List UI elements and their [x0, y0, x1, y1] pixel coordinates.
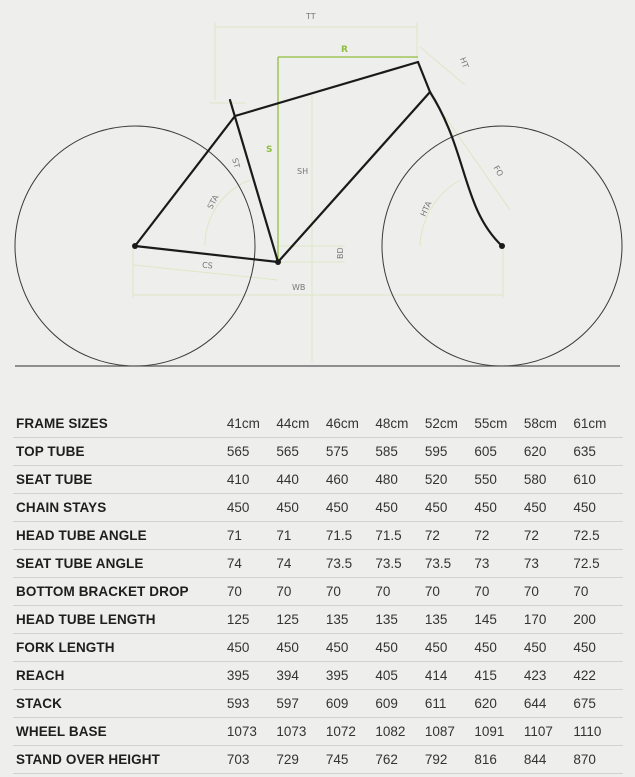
table-cell: 550 [474, 466, 524, 494]
table-cell: 460 [326, 466, 376, 494]
table-cell: 520 [425, 466, 475, 494]
table-cell: 565 [276, 438, 326, 466]
table-cell: 450 [474, 494, 524, 522]
table-row [13, 578, 623, 606]
table-cell: 73 [474, 550, 524, 578]
table-cell: 703 [227, 746, 277, 774]
table-cell: 450 [524, 634, 574, 662]
table-cell: 1107 [524, 718, 574, 746]
bike-geometry-diagram [0, 0, 635, 380]
table-cell: 170 [524, 606, 574, 634]
row-label: FORK LENGTH [13, 634, 227, 662]
label-r: R [341, 45, 348, 55]
table-cell: 395 [326, 662, 376, 690]
table-cell: 870 [573, 746, 623, 774]
label-bd: BD [336, 247, 345, 259]
table-cell: 55cm [474, 410, 524, 438]
row-label: SEAT TUBE ANGLE [13, 550, 227, 578]
table-cell: 71.5 [326, 522, 376, 550]
table-row [13, 550, 623, 578]
table-cell: 44cm [276, 410, 326, 438]
table-cell: 74 [227, 550, 277, 578]
table-cell: 1072 [326, 718, 376, 746]
table-cell: 595 [425, 438, 475, 466]
table-cell: 71.5 [375, 522, 425, 550]
row-label: CHAIN STAYS [13, 494, 227, 522]
table-cell: 609 [375, 690, 425, 718]
row-label: TOP TUBE [13, 438, 227, 466]
table-cell: 611 [425, 690, 475, 718]
table-cell: 73.5 [375, 550, 425, 578]
table-cell: 450 [276, 494, 326, 522]
bike-frame [135, 62, 502, 262]
table-cell: 70 [227, 578, 277, 606]
row-label: FRAME SIZES [13, 410, 227, 438]
table-cell: 575 [326, 438, 376, 466]
table-cell: 46cm [326, 410, 376, 438]
table-cell: 394 [276, 662, 326, 690]
dimension-lines [133, 22, 510, 362]
table-cell: 48cm [375, 410, 425, 438]
table-cell: 644 [524, 690, 574, 718]
table-cell: 450 [425, 634, 475, 662]
table-cell: 1110 [573, 718, 623, 746]
table-row [13, 606, 623, 634]
table-cell: 620 [474, 690, 524, 718]
table-cell: 450 [227, 494, 277, 522]
table-cell: 597 [276, 690, 326, 718]
row-label: STAND OVER HEIGHT [13, 746, 227, 774]
table-cell: 729 [276, 746, 326, 774]
row-label: SEAT TUBE [13, 466, 227, 494]
table-row [13, 634, 623, 662]
table-cell: 1073 [227, 718, 277, 746]
table-cell: 71 [276, 522, 326, 550]
table-cell: 610 [573, 466, 623, 494]
table-cell: 41cm [227, 410, 277, 438]
table-cell: 450 [326, 634, 376, 662]
row-label: STACK [13, 690, 227, 718]
table-cell: 675 [573, 690, 623, 718]
table-cell: 450 [375, 494, 425, 522]
table-cell: 844 [524, 746, 574, 774]
table-row [13, 718, 623, 746]
table-cell: 200 [573, 606, 623, 634]
table-cell: 450 [573, 634, 623, 662]
table-cell: 125 [276, 606, 326, 634]
table-cell: 70 [425, 578, 475, 606]
table-cell: 450 [573, 494, 623, 522]
table-cell: 422 [573, 662, 623, 690]
table-cell: 70 [276, 578, 326, 606]
table-cell: 450 [524, 494, 574, 522]
table-cell: 816 [474, 746, 524, 774]
table-cell: 58cm [524, 410, 574, 438]
reach-stack-lines [278, 57, 418, 262]
table-cell: 1073 [276, 718, 326, 746]
label-sh: SH [297, 167, 309, 176]
table-cell: 395 [227, 662, 277, 690]
label-st: ST [230, 157, 242, 170]
table-cell: 565 [227, 438, 277, 466]
table-cell: 792 [425, 746, 475, 774]
table-cell: 762 [375, 746, 425, 774]
table-cell: 450 [375, 634, 425, 662]
table-cell: 440 [276, 466, 326, 494]
table-cell: 1091 [474, 718, 524, 746]
table-cell: 135 [425, 606, 475, 634]
table-cell: 72 [474, 522, 524, 550]
table-cell: 72.5 [573, 522, 623, 550]
table-cell: 72 [524, 522, 574, 550]
row-label: WHEEL BASE [13, 718, 227, 746]
table-cell: 70 [326, 578, 376, 606]
table-row [13, 662, 623, 690]
table-cell: 1082 [375, 718, 425, 746]
table-cell: 605 [474, 438, 524, 466]
table-cell: 73.5 [425, 550, 475, 578]
table-cell: 71 [227, 522, 277, 550]
table-row [13, 410, 623, 438]
table-row [13, 690, 623, 718]
table-cell: 585 [375, 438, 425, 466]
label-fo: FO [491, 164, 505, 178]
label-hta: HTA [418, 199, 434, 218]
table-cell: 125 [227, 606, 277, 634]
table-cell: 70 [474, 578, 524, 606]
table-cell: 423 [524, 662, 574, 690]
table-cell: 620 [524, 438, 574, 466]
label-wb: WB [292, 283, 306, 292]
table-cell: 74 [276, 550, 326, 578]
table-cell: 61cm [573, 410, 623, 438]
table-cell: 450 [474, 634, 524, 662]
table-row [13, 466, 623, 494]
table-cell: 635 [573, 438, 623, 466]
table-row [13, 438, 623, 466]
table-cell: 135 [375, 606, 425, 634]
table-cell: 450 [326, 494, 376, 522]
table-cell: 410 [227, 466, 277, 494]
table-cell: 1087 [425, 718, 475, 746]
label-tt: TT [306, 12, 316, 21]
row-label: REACH [13, 662, 227, 690]
table-cell: 73 [524, 550, 574, 578]
table-cell: 480 [375, 466, 425, 494]
label-ht: HT [457, 56, 471, 70]
table-cell: 72 [425, 522, 475, 550]
row-label: HEAD TUBE LENGTH [13, 606, 227, 634]
table-cell: 450 [425, 494, 475, 522]
label-s: S [266, 145, 273, 155]
table-cell: 405 [375, 662, 425, 690]
geometry-table-body [13, 410, 623, 774]
table-cell: 415 [474, 662, 524, 690]
table-cell: 609 [326, 690, 376, 718]
table-row [13, 522, 623, 550]
table-cell: 145 [474, 606, 524, 634]
label-cs: CS [201, 260, 214, 271]
row-label: HEAD TUBE ANGLE [13, 522, 227, 550]
table-row [13, 746, 623, 774]
table-row [13, 494, 623, 522]
table-cell: 414 [425, 662, 475, 690]
geometry-table [13, 410, 623, 774]
table-cell: 135 [326, 606, 376, 634]
label-sta: STA [205, 193, 221, 211]
table-cell: 70 [524, 578, 574, 606]
table-cell: 593 [227, 690, 277, 718]
table-cell: 580 [524, 466, 574, 494]
table-cell: 72.5 [573, 550, 623, 578]
table-cell: 450 [276, 634, 326, 662]
table-cell: 70 [375, 578, 425, 606]
table-cell: 450 [227, 634, 277, 662]
table-cell: 745 [326, 746, 376, 774]
row-label: BOTTOM BRACKET DROP [13, 578, 227, 606]
table-cell: 70 [573, 578, 623, 606]
table-cell: 73.5 [326, 550, 376, 578]
table-cell: 52cm [425, 410, 475, 438]
